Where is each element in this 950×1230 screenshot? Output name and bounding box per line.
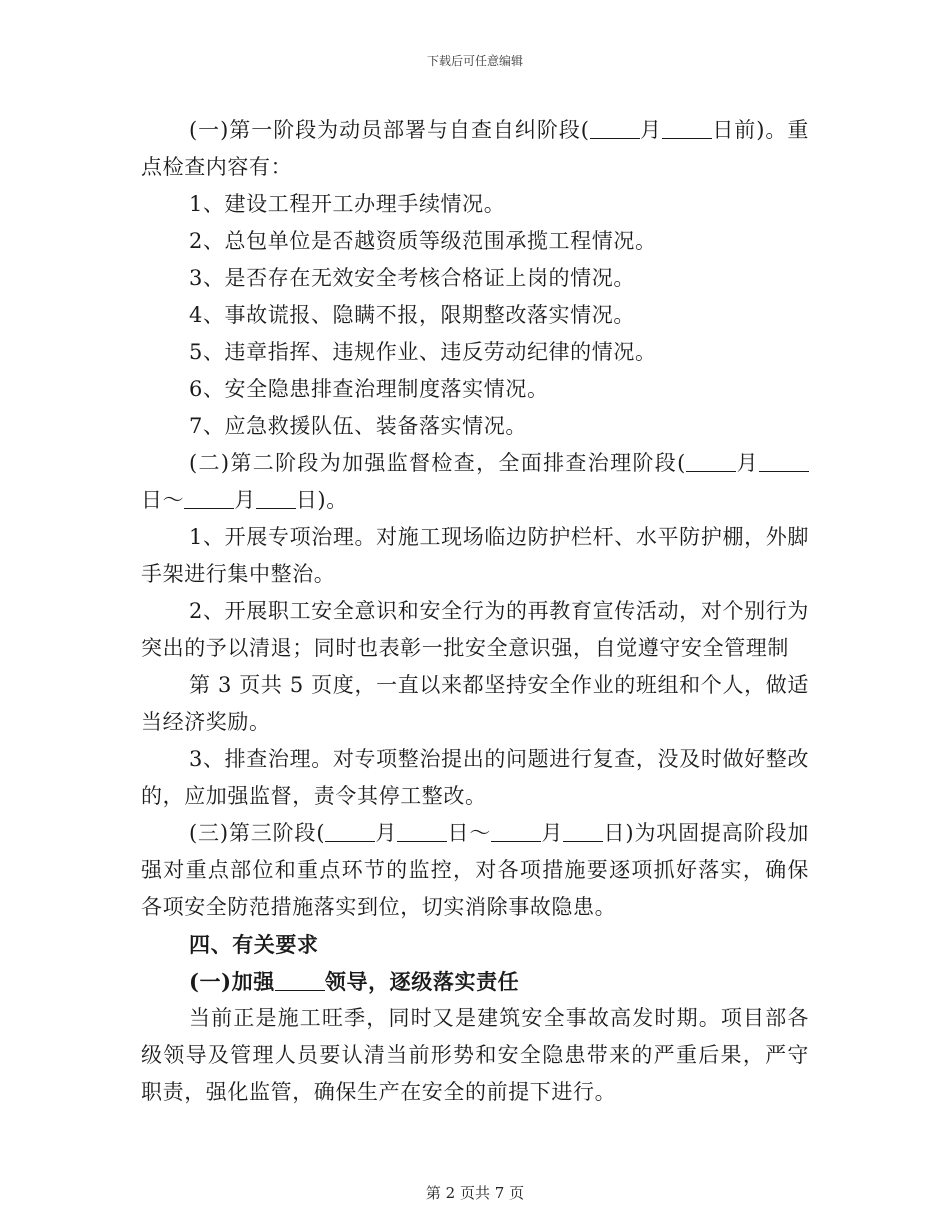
item2-1-paragraph: 1、开展专项治理。对施工现场临边防护栏杆、水平防护棚，外脚手架进行集中整治。 [141, 525, 809, 586]
stage3-text-b: 月 [375, 821, 398, 845]
stage2-text-c: 日～ [141, 488, 185, 512]
month-blank [686, 451, 736, 472]
day-blank [662, 118, 712, 139]
stage3-text-a: (三)第三阶段( [189, 821, 326, 845]
month-blank [325, 821, 375, 842]
month-blank [590, 118, 640, 139]
stage2-text-b: 月 [735, 451, 759, 475]
list-item: 6、安全隐患排查治理制度落实情况。 [189, 377, 549, 401]
list-item: 5、违章指挥、违规作业、违反劳动纪律的情况。 [189, 340, 657, 364]
day-blank [563, 821, 603, 842]
stage3-text-c: 日～ [447, 821, 492, 845]
stage3-text-d: 月 [541, 821, 564, 845]
req1-heading [141, 963, 809, 1000]
stage1-text-a: (一)第一阶段为动员部署与自查自纠阶段( [189, 118, 590, 142]
page-footer: 第 2 页共 7 页 [425, 1184, 525, 1202]
list-item: 3、是否存在无效安全考核合格证上岗的情况。 [189, 266, 635, 290]
fill-blank [275, 970, 325, 991]
item2-3-paragraph: 3、排查治理。对专项整治提出的问题进行复查，没及时做好整改的，应加强监督，责令其停工整改。 [141, 747, 809, 808]
item2-2-continuation: 第 3 页共 5 页度，一直以来都坚持安全作业的班组和个人，做适当经济奖励。 [141, 673, 809, 734]
stage1-paragraph [141, 112, 809, 186]
list-item: 7、应急救援队伍、装备落实情况。 [189, 414, 527, 438]
list-item: 1、建设工程开工办理手续情况。 [189, 192, 506, 216]
month-blank [184, 488, 234, 509]
stage2-text-a: (二)第二阶段为加强监督检查，全面排查治理阶段( [189, 451, 686, 475]
stage1-text-b: 月 [639, 118, 662, 142]
day-blank [397, 821, 447, 842]
req1-body: 当前正是施工旺季，同时又是建筑安全事故高发时期。项目部各级领导及管理人员要认清当前形势和安全隐患带来的严重后果，严守职责，强化监管，确保生产在安全的前提下进行。 [141, 1006, 809, 1104]
stage3-paragraph [141, 815, 809, 926]
section4-heading: 四、有关要求 [189, 932, 319, 957]
stage2-text-d: 月 [234, 488, 256, 512]
day-blank [256, 488, 296, 509]
month-blank [491, 821, 541, 842]
page-header: 下载后可任意编辑 [426, 54, 523, 68]
stage1-text-c: 日前)。重点检查内容有： [141, 118, 809, 179]
req1-text-a: (一)加强 [189, 969, 275, 994]
req1-text-b: 领导，逐级落实责任 [324, 969, 520, 994]
stage2-paragraph [141, 445, 809, 519]
day-blank [759, 451, 809, 472]
list-item: 4、事故谎报、隐瞒不报，限期整改落实情况。 [189, 303, 635, 327]
stage2-text-e: 日)。 [295, 488, 348, 512]
document-body [141, 112, 809, 1111]
item2-2-paragraph: 2、开展职工安全意识和安全行为的再教育宣传活动，对个别行为突出的予以清退；同时也表彰一批安全意识强，自觉遵守安全管理制 [141, 599, 809, 660]
stage3-text-e: 日)为巩固提高阶段加强对重点部位和重点环节的监控，对各项措施要逐项抓好落实，确保各项安全防范措施落实到位，切实消除事故隐患。 [141, 821, 809, 919]
list-item: 2、总包单位是否越资质等级范围承揽工程情况。 [189, 229, 657, 253]
